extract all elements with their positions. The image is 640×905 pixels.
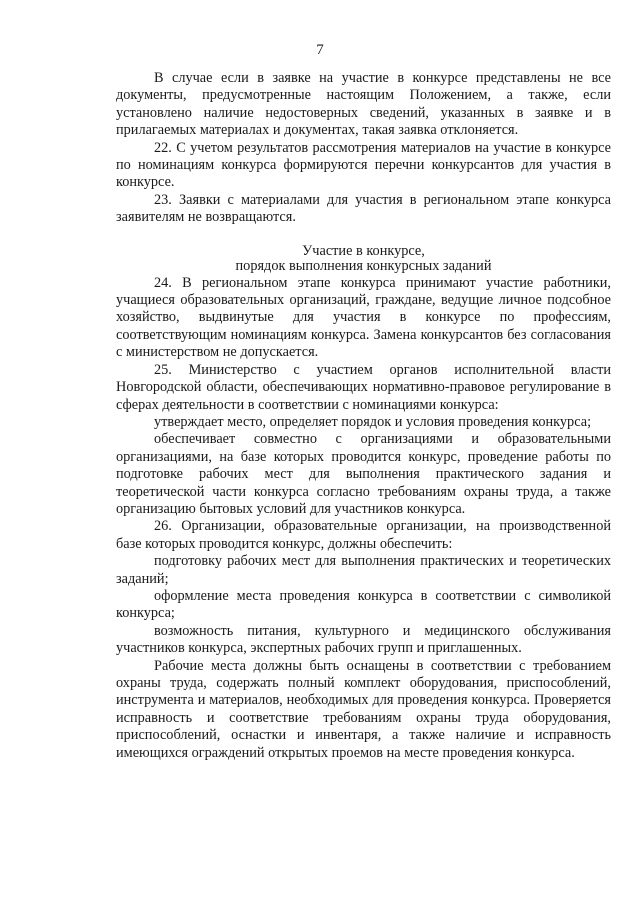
paragraph-22: 22. С учетом результатов рассмотрения материалов на участие в конкурсе по номинациям конкурса формируются перечни конкурсантов для участия в конкурсе. — [116, 139, 611, 191]
paragraph-26-item-symbolics: оформление места проведения конкурса в соответствии с символикой конкурса; — [116, 587, 611, 622]
page-number: 7 — [316, 42, 324, 58]
paragraph-26: 26. Организации, образовательные организации, на производственной базе которых проводится конкурс, должны обеспечить: — [116, 518, 611, 552]
paragraph-25-item-approves: утверждает место, определяет порядок и условия проведения конкурса; — [154, 413, 592, 430]
document-body — [116, 70, 611, 762]
paragraph-workplace-requirements: Рабочие места должны быть оснащены в соответствии с требованием охраны труда, содержать полный комплект оборудования, приспособлений, инструмента и материалов, необходимых для проведения конкурса. Проверяется исправность и соответствие требованиям охраны труда оборудования, приспособлений, оснастки и инвентаря, а также наличие и исправность имеющихся ограждений открытых проемов на месте проведения конкурса. — [116, 657, 611, 761]
paragraph-25-item-ensures: обеспечивает совместно с организациями и образовательными организациями, на базе которых проводится конкурс, проведение работы по подготовке рабочих мест для выполнения практического задания и теоретической части конкурса согласно требованиям охраны труда, а также организацию бытовых условий для участников конкурса. — [116, 431, 611, 517]
paragraph-24: 24. В региональном этапе конкурса принимают участие работники, учащиеся образовательных организаций, граждане, ведущие личное подсобное хозяйство, выдвинутые для участия в конкурсе по профессиям, соответствующим номинациям конкурса. Замена конкурсантов без согласования с министерством не допускается. — [116, 274, 611, 361]
paragraph-26-item-workplaces: подготовку рабочих мест для выполнения практических и теоретических заданий; — [116, 553, 611, 587]
paragraph-26-item-services: возможность питания, культурного и медицинского обслуживания участников конкурса, экспертных рабочих групп и приглашенных. — [116, 622, 611, 657]
paragraph-25: 25. Министерство с участием органов исполнительной власти Новгородской области, обеспечивающих нормативно-правовое регулирование в сферах деятельности в соответствии с номинациями конкурса: — [116, 361, 611, 413]
paragraph-rejection: В случае если в заявке на участие в конкурсе представлены не все документы, предусмотренные настоящим Положением, а также, если установлено наличие недостоверных сведений, указанных в заявке и в прилагаемых материалах и документах, такая заявка отклоняется. — [116, 70, 611, 139]
paragraph-23: 23. Заявки с материалами для участия в региональном этапе конкурса заявителям не возвращаются. — [116, 191, 611, 226]
section-heading-line-1: Участие в конкурсе, — [302, 242, 425, 259]
section-heading-line-2: порядок выполнения конкурсных заданий — [235, 258, 492, 275]
